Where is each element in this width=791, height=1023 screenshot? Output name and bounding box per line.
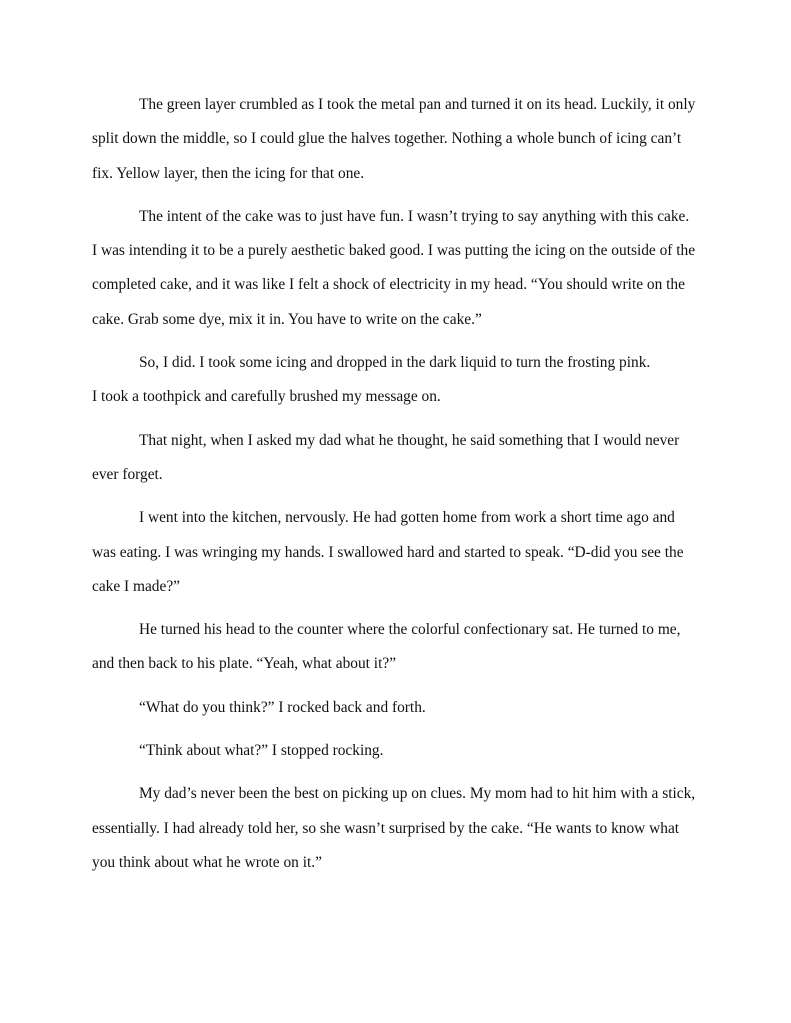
paragraph-5: I went into the kitchen, nervously. He had gotten home from work a short time ago and was eating. I was wringing my hands. I swallowed hard and started to speak. “D-did you see the cake I made?” bbox=[92, 509, 684, 595]
paragraph-1: The green layer crumbled as I took the metal pan and turned it on its head. Luckily, it only split down the middle, so I could glue the halves together. Nothing a whole bunch of icing can’t fix. Yellow layer, then the icing for that one. bbox=[92, 96, 696, 182]
paragraph-8: “Think about what?” I stopped rocking. bbox=[139, 742, 384, 760]
paragraph-6: He turned his head to the counter where the colorful confectionary sat. He turned to me, and then back to his plate. “Yeah, what about it?” bbox=[92, 621, 681, 673]
document-body bbox=[92, 88, 697, 889]
paragraph-3: So, I did. I took some icing and dropped in the dark liquid to turn the frosting pink. bbox=[139, 354, 651, 372]
paragraph-7: “What do you think?” I rocked back and forth. bbox=[139, 698, 426, 716]
paragraph-2: The intent of the cake was to just have fun. I wasn’t trying to say anything with this cake. I was intending it to be a purely aesthetic baked good. I was putting the icing on the outside of the completed cake, and it was like I felt a shock of electricity in my head. “You should write on the cake. Grab some dye, mix it in. You have to write on the cake.” bbox=[92, 207, 696, 328]
paragraph-3-continued: I took a toothpick and carefully brushed my message on. bbox=[92, 388, 441, 406]
paragraph-9: My dad’s never been the best on picking up on clues. My mom had to hit him with a stick, essentially. I had already told her, so she wasn’t surprised by the cake. “He wants to know what you think about what he wrote on it.” bbox=[92, 785, 696, 871]
paragraph-4: That night, when I asked my dad what he thought, he said something that I would never ever forget. bbox=[92, 431, 680, 483]
